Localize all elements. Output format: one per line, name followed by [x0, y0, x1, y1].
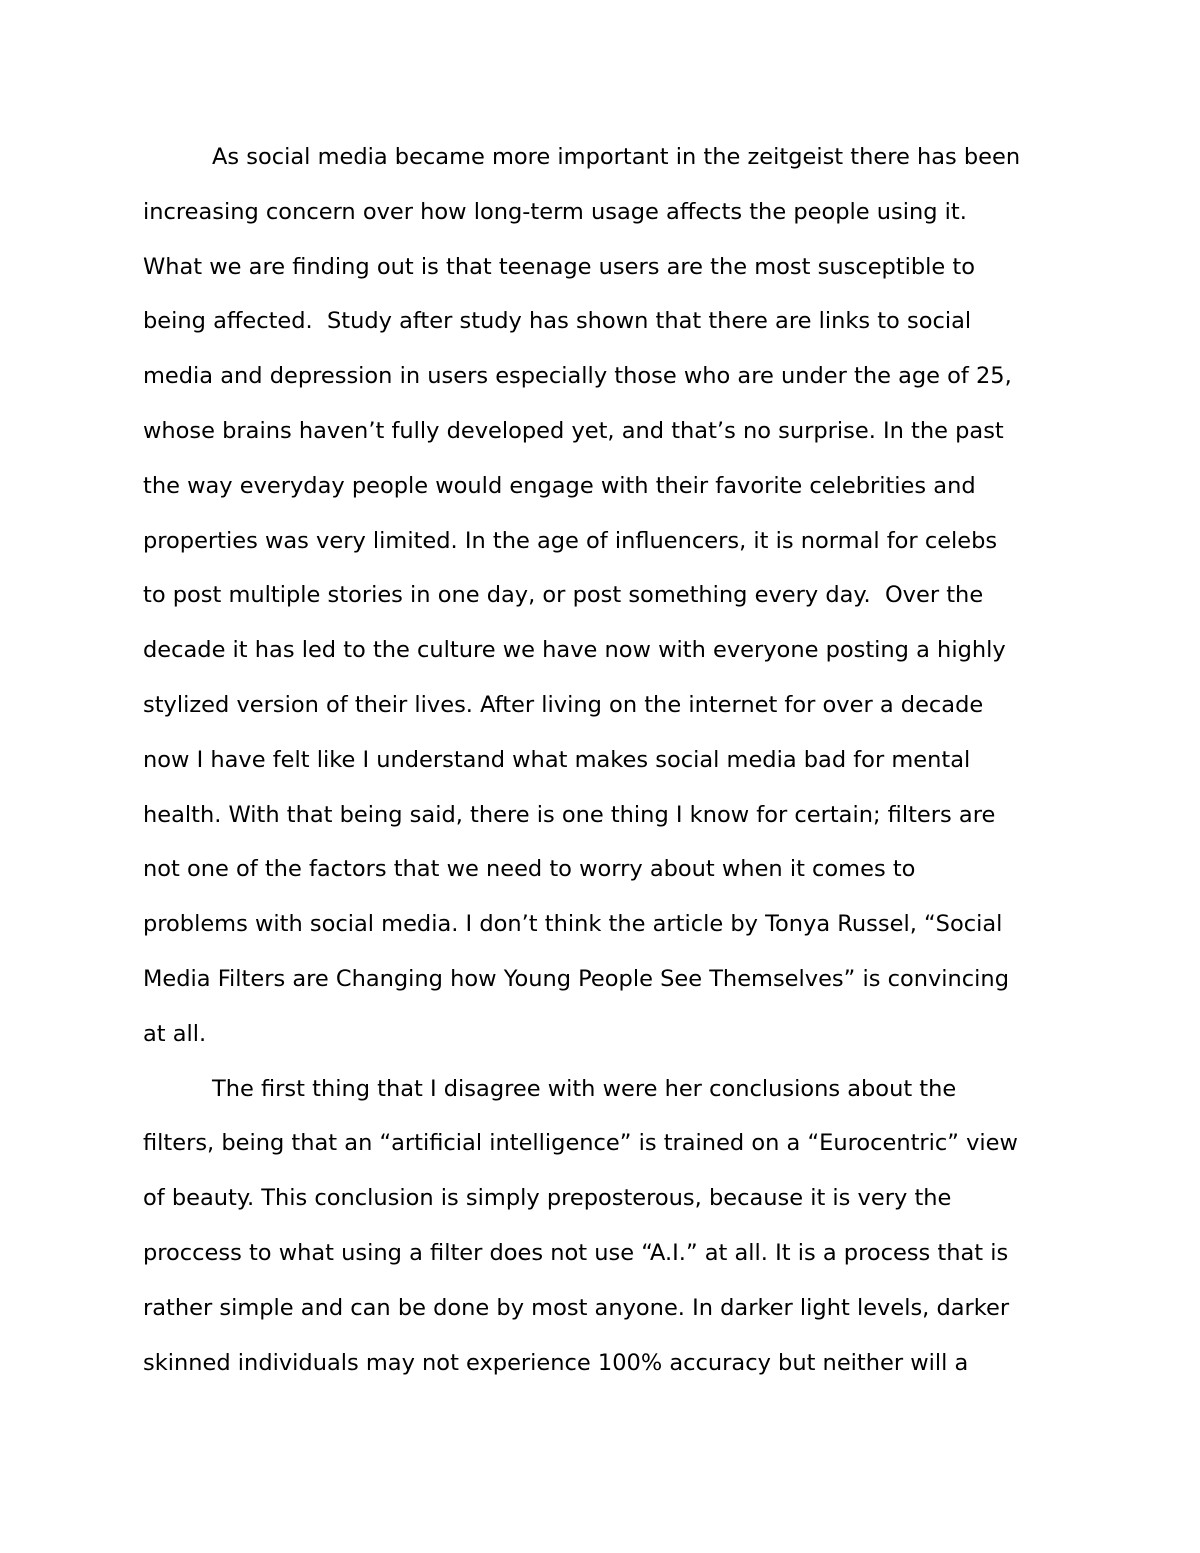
paragraph-line: properties was very limited. In the age of influencers, it is normal for celebs — [143, 527, 998, 554]
paragraph-line: rather simple and can be done by most anyone. In darker light levels, darker — [143, 1294, 1010, 1321]
paragraph-line: the way everyday people would engage with their favorite celebrities and — [143, 472, 976, 499]
paragraph-line: not one of the factors that we need to worry about when it comes to — [143, 856, 916, 883]
paragraph-line: What we are finding out is that teenage users are the most susceptible to — [143, 253, 976, 280]
paragraph-line: stylized version of their lives. After living on the internet for over a decade — [143, 691, 984, 718]
paragraph-line: problems with social media. I don’t think the article by Tonya Russel, “Social — [143, 911, 1003, 938]
paragraph-line: to post multiple stories in one day, or post something every day. Over the — [143, 582, 984, 609]
paragraph-line: health. With that being said, there is one thing I know for certain; filters are — [143, 801, 996, 828]
document-body — [143, 130, 1073, 1390]
paragraph-line: whose brains haven’t fully developed yet, and that’s no surprise. In the past — [143, 417, 1004, 444]
paragraph-line: of beauty. This conclusion is simply preposterous, because it is very the — [143, 1185, 952, 1212]
paragraph-line: decade it has led to the culture we have now with everyone posting a highly — [143, 637, 1006, 664]
paragraph-line: being affected. Study after study has shown that there are links to social — [143, 308, 972, 335]
paragraph-1 — [143, 130, 1073, 1062]
paragraph-line: increasing concern over how long-term usage affects the people using it. — [143, 198, 967, 225]
paragraph-line: Media Filters are Changing how Young People See Themselves” is convincing — [143, 965, 1009, 992]
paragraph-line: The first thing that I disagree with were her conclusions about the — [212, 1075, 957, 1102]
paragraph-line: skinned individuals may not experience 100% accuracy but neither will a — [143, 1349, 969, 1376]
paragraph-line: media and depression in users especially those who are under the age of 25, — [143, 363, 1012, 390]
paragraph-line: now I have felt like I understand what makes social media bad for mental — [143, 746, 971, 773]
paragraph-line: As social media became more important in the zeitgeist there has been — [212, 144, 1021, 170]
paragraph-2 — [143, 1062, 1073, 1391]
paragraph-line: at all. — [143, 1020, 207, 1047]
paragraph-line: proccess to what using a filter does not use “A.I.” at all. It is a process that is — [143, 1239, 1009, 1266]
paragraph-line: filters, being that an “artificial intelligence” is trained on a “Eurocentric” view — [143, 1130, 1018, 1157]
